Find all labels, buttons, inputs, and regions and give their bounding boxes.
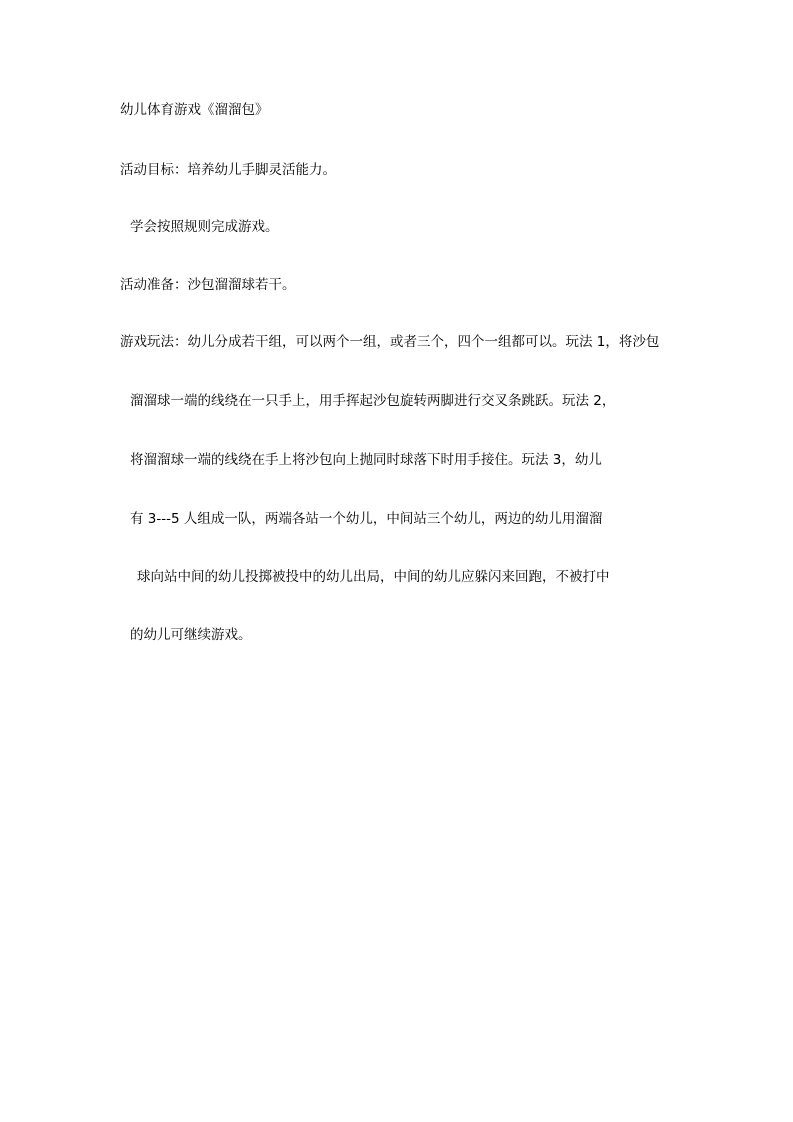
document-title: 幼儿体育游戏《溜溜包》: [120, 102, 269, 118]
rules-line: 有 3---5 人组成一队，两端各站一个幼儿，中间站三个幼儿，两边的幼儿用溜溜: [130, 511, 603, 527]
rules-line: 游戏玩法：幼儿分成若干组，可以两个一组，或者三个，四个一组都可以。玩法 1，将沙包: [120, 334, 660, 350]
activity-preparation: 活动准备：沙包溜溜球若干。: [120, 277, 296, 293]
rules-line: 将溜溜球一端的线绕在手上将沙包向上抛同时球落下时用手接住。玩法 3，幼儿: [130, 452, 602, 468]
activity-goal-continued: 学会按照规则完成游戏。: [130, 219, 279, 235]
rules-line: 的幼儿可继续游戏。: [130, 627, 252, 643]
rules-line: 溜溜球一端的线绕在一只手上，用手挥起沙包旋转两脚进行交叉条跳跃。玩法 2，: [130, 393, 616, 409]
rules-line: 球向站中间的幼儿投掷被投中的幼儿出局，中间的幼儿应躲闪来回跑，不被打中: [137, 569, 610, 585]
activity-goal: 活动目标：培养幼儿手脚灵活能力。: [120, 162, 336, 178]
